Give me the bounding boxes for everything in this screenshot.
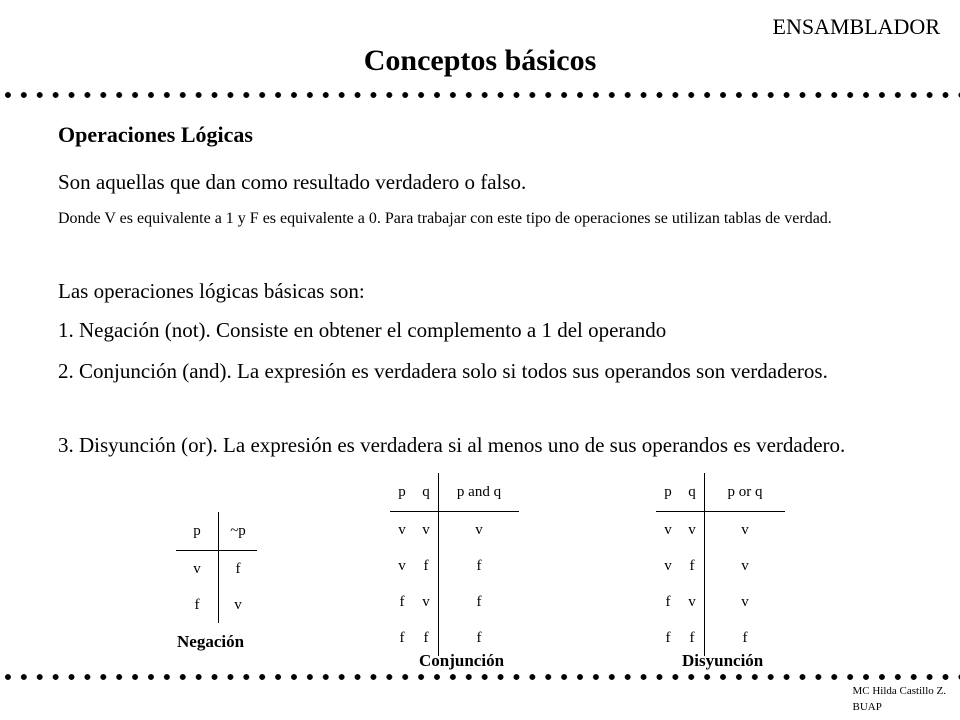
table-cell: f bbox=[194, 596, 200, 613]
slide-title: Conceptos básicos bbox=[363, 44, 597, 77]
table-header-row bbox=[176, 512, 257, 551]
table-cell: f bbox=[665, 629, 671, 646]
paragraph-list-intro: Las operaciones lógicas básicas son: bbox=[58, 279, 365, 303]
list-item-negacion: 1. Negación (not). Consiste en obtener el complemento a 1 del operando bbox=[58, 318, 667, 342]
dotted-divider-top bbox=[0, 90, 960, 100]
truth-table-negacion bbox=[176, 512, 257, 623]
table-cell: f bbox=[399, 593, 405, 610]
table-row bbox=[390, 584, 519, 620]
table-header-row bbox=[656, 473, 785, 512]
truth-table-disyuncion bbox=[656, 473, 785, 656]
table-cell: f bbox=[689, 557, 695, 574]
table-cell: v bbox=[193, 560, 201, 577]
table-cell: f bbox=[423, 629, 429, 646]
footer-author: MC Hilda Castillo Z. bbox=[852, 685, 946, 697]
table-header-cell: p bbox=[656, 473, 680, 512]
table-cell: f bbox=[423, 557, 429, 574]
table-cell: v bbox=[688, 593, 696, 610]
table-cell: v bbox=[398, 557, 406, 574]
table-header-cell: p bbox=[390, 473, 414, 512]
table-cell: v bbox=[705, 512, 786, 549]
header-label: ENSAMBLADOR bbox=[772, 14, 940, 39]
caption-conjuncion: Conjunción bbox=[419, 651, 505, 670]
table-cell: f bbox=[689, 629, 695, 646]
table-cell: v bbox=[688, 521, 696, 538]
caption-negacion: Negación bbox=[177, 632, 245, 651]
footer-credit bbox=[853, 683, 947, 715]
table-cell: f bbox=[219, 551, 258, 588]
table-cell: v bbox=[219, 587, 258, 623]
table-row bbox=[176, 587, 257, 623]
table-header-cell: ~p bbox=[219, 512, 258, 551]
table-cell: v bbox=[422, 593, 430, 610]
table-cell: v bbox=[439, 512, 520, 549]
table-header-cell: p or q bbox=[705, 473, 786, 512]
table-cell: f bbox=[439, 548, 520, 584]
table-header-cell: q bbox=[680, 473, 705, 512]
table-cell: f bbox=[665, 593, 671, 610]
table-header-row bbox=[390, 473, 519, 512]
paragraph-intro: Son aquellas que dan como resultado verdadero o falso. bbox=[58, 170, 527, 194]
table-row bbox=[176, 551, 257, 588]
table-row bbox=[656, 512, 785, 549]
section-heading: Operaciones Lógicas bbox=[58, 122, 253, 147]
list-item-conjuncion: 2. Conjunción (and). La expresión es verdadera solo si todos sus operandos son verdaderos. bbox=[58, 359, 828, 383]
paragraph-definition: Donde V es equivalente a 1 y F es equivalente a 0. Para trabajar con este tipo de operaciones se utilizan tablas de verdad. bbox=[58, 210, 832, 227]
truth-table-conjuncion bbox=[390, 473, 519, 656]
table-cell: f bbox=[705, 620, 786, 656]
table-row bbox=[656, 584, 785, 620]
table-cell: f bbox=[439, 620, 520, 656]
table-header-cell: p bbox=[176, 512, 219, 551]
table-row bbox=[390, 548, 519, 584]
table-cell: f bbox=[439, 584, 520, 620]
table-header-cell: q bbox=[414, 473, 439, 512]
footer-institution: BUAP bbox=[852, 701, 882, 713]
table-cell: v bbox=[705, 548, 786, 584]
table-cell: v bbox=[398, 521, 406, 538]
table-cell: v bbox=[422, 521, 430, 538]
table-cell: f bbox=[399, 629, 405, 646]
table-cell: v bbox=[705, 584, 786, 620]
table-cell: v bbox=[664, 521, 672, 538]
caption-disyuncion: Disyunción bbox=[682, 651, 764, 670]
table-header-cell: p and q bbox=[439, 473, 520, 512]
table-row bbox=[390, 512, 519, 549]
dotted-divider-bottom bbox=[0, 672, 960, 682]
table-cell: v bbox=[664, 557, 672, 574]
list-item-disyuncion: 3. Disyunción (or). La expresión es verdadera si al menos uno de sus operandos es verdadero. bbox=[58, 433, 846, 457]
table-row bbox=[656, 548, 785, 584]
